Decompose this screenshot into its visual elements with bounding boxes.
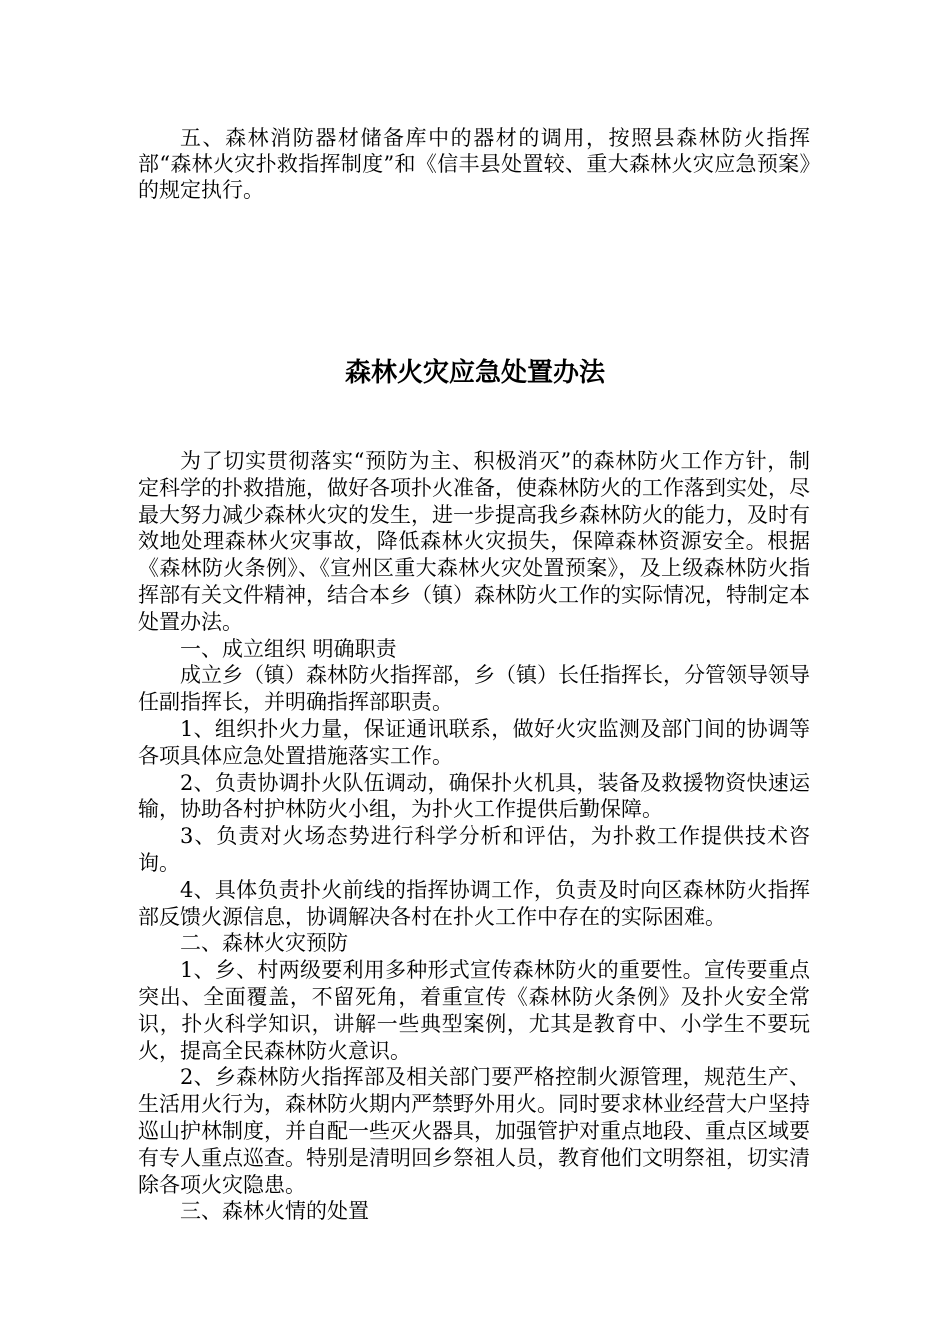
body-paragraph: 4、具体负责扑火前线的指挥协调工作，负责及时向区森林防火指挥部反馈火源信息，协调解决各村在扑火工作中存在的实际困难。 <box>138 877 810 929</box>
section-heading: 一、成立组织 明确职责 <box>180 636 397 661</box>
body-paragraph: 成立乡（镇）森林防火指挥部，乡（镇）长任指挥长，分管领导领导任副指挥长，并明确指挥部职责。 <box>138 663 810 715</box>
document-title: 森林火灾应急处置办法 <box>344 358 605 388</box>
section-heading: 三、森林火情的处置 <box>180 1199 369 1224</box>
body-paragraph: 2、负责协调扑火队伍调动，确保扑火机具，装备及救援物资快速运输，协助各村护林防火小组，为扑火工作提供后勤保障。 <box>138 770 810 822</box>
body-paragraph: 1、乡、村两级要利用多种形式宣传森林防火的重要性。宣传要重点突出、全面覆盖，不留死角，着重宣传《森林防火条例》及扑火安全常识，扑火科学知识，讲解一些典型案例，尤其是教育中、小学生不要玩火，提高全民森林防火意识。 <box>138 958 810 1063</box>
body-paragraph: 为了切实贯彻落实“预防为主、积极消灭”的森林防火工作方针，制定科学的扑救措施，做好各项扑火准备，使森林防火的工作落到实处，尽最大努力减少森林火灾的发生，进一步提高我乡森林防火的能力，及时有效地处理森林火灾事故，降低森林火灾损失，保障森林资源安全。根据《森林防火条例》、《宣州区重大森林火灾处置预案》，及上级森林防火指挥部有关文件精神，结合本乡（镇）森林防火工作的实际情况，特制定本处置办法。 <box>138 449 810 634</box>
section-heading: 二、森林火灾预防 <box>180 931 348 956</box>
body-paragraph: 2、乡森林防火指挥部及相关部门要严格控制火源管理，规范生产、生活用火行为，森林防火期内严禁野外用火。同时要求林业经营大户坚持巡山护林制度，并自配一些灭火器具，加强管护对重点地段、重点区域要有专人重点巡查。特别是清明回乡祭祖人员，教育他们文明祭祖，切实清除各项火灾隐患。 <box>138 1065 810 1197</box>
body-paragraph: 1、组织扑火力量，保证通讯联系，做好火灾监测及部门间的协调等各项具体应急处置措施落实工作。 <box>138 716 810 768</box>
intro-paragraph: 五、森林消防器材储备库中的器材的调用，按照县森林防火指挥部“森林火灾扑救指挥制度”和《信丰县处置较、重大森林火灾应急预案》的规定执行。 <box>138 126 810 202</box>
document-body <box>138 448 810 1225</box>
body-paragraph: 3、负责对火场态势进行科学分析和评估，为扑救工作提供技术咨询。 <box>138 824 810 875</box>
